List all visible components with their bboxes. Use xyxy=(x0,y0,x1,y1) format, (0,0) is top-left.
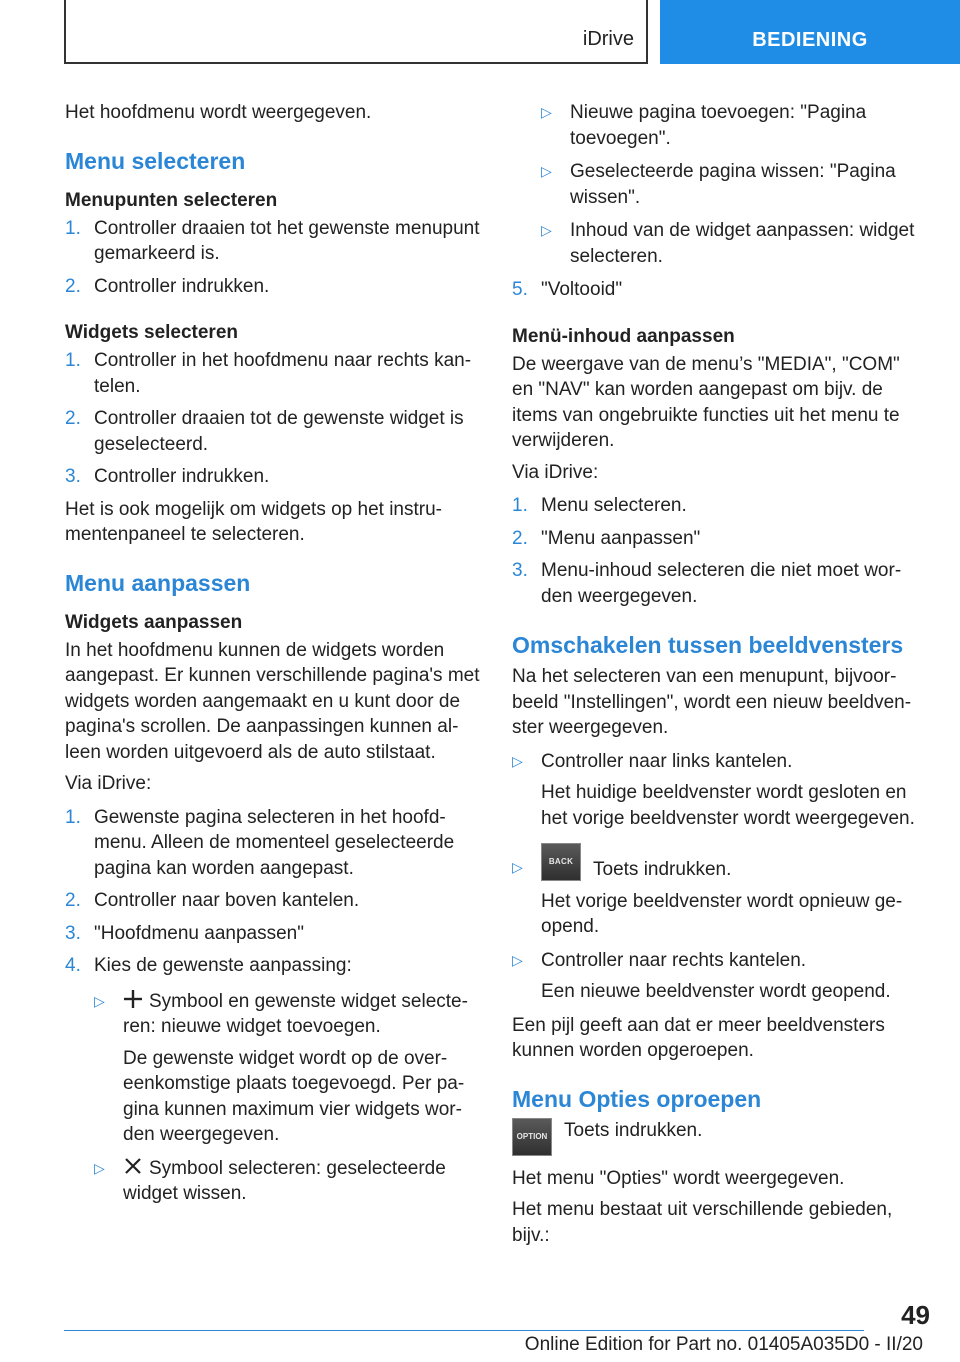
step-text: Menu selecteren. xyxy=(541,495,687,516)
step-number: 4. xyxy=(65,955,81,976)
step-number: 2. xyxy=(65,275,81,297)
step-number: 1. xyxy=(512,495,528,516)
step-text: Controller naar boven kantelen. xyxy=(94,890,360,911)
list-item xyxy=(94,1156,480,1207)
list-item xyxy=(65,888,480,914)
heading-menu-select: Menu selecteren xyxy=(65,147,246,174)
list-item xyxy=(512,843,924,940)
step-number: 1. xyxy=(65,217,81,239)
switch-list xyxy=(512,749,924,1005)
step-text: "Voltooid" xyxy=(541,279,623,300)
list-item xyxy=(541,159,924,210)
list-item xyxy=(65,406,480,457)
list-item xyxy=(65,216,480,267)
triangle-bullet-icon: ▷ xyxy=(541,104,552,120)
step-text: Kies de gewenste aanpassing: xyxy=(94,955,352,976)
triangle-bullet-icon: ▷ xyxy=(512,859,523,875)
step-text: Menu-inhoud selecteren die niet moet worden weergegeven. xyxy=(541,560,902,607)
step-number: 1. xyxy=(65,806,81,828)
triangle-bullet-icon: ▷ xyxy=(512,951,523,968)
adjust-steps-list xyxy=(65,805,480,1207)
heading-options: Menu Opties oproepen xyxy=(512,1085,762,1112)
options-press-text: Toets indrukken. xyxy=(564,1119,703,1141)
option-text: Controller naar rechts kantelen. xyxy=(541,949,807,971)
step-text: Gewenste pagina selecteren in het hoofdmenu. Alleen de momenteel geselecteerde pagina kan worden aangepast. xyxy=(94,806,455,879)
heading-menu-content: Menü-inhoud aanpassen xyxy=(512,325,735,347)
arrow-note: Een pijl geeft aan dat er meer beeldvensters kunnen worden opgeroepen. xyxy=(512,1014,885,1061)
option-button-icon: OPTION xyxy=(512,1118,552,1156)
list-item xyxy=(65,274,480,300)
list-item xyxy=(65,464,480,490)
triangle-bullet-icon: ▷ xyxy=(94,992,105,1009)
via-idrive-label: Via iDrive: xyxy=(512,461,599,483)
step-number: 2. xyxy=(65,890,81,911)
list-item xyxy=(65,805,480,882)
list-item xyxy=(65,953,480,1207)
list-item xyxy=(94,989,480,1148)
list-item xyxy=(541,218,924,269)
step-text: Controller indrukken. xyxy=(94,466,270,487)
adjust-options-list xyxy=(94,989,480,1207)
step-number: 5. xyxy=(512,279,528,300)
heading-widgets-adjust: Widgets aanpassen xyxy=(65,611,243,633)
list-item xyxy=(65,348,480,399)
option-text: Toets indrukken. xyxy=(593,859,732,880)
step-text: Controller in het hoofdmenu naar rechts kantelen. xyxy=(94,350,472,397)
menupunten-list xyxy=(65,216,480,300)
step-number: 3. xyxy=(65,466,81,487)
option-text: Controller naar links kantelen. xyxy=(541,750,793,772)
option-subtext: Een nieuwe beeldvenster wordt geopend. xyxy=(541,981,891,1002)
widgets-adjust-text: In het hoofdmenu kunnen de widgets worden aangepast. Er kunnen verschillende pagina's met widgets worden aangemaakt en u kunt door de pagina's scrollen. De aanpassingen kunnen alleen worden uitgevoerd als de auto stilstaat. xyxy=(65,639,480,763)
option-subtext: De gewenste widget wordt op de overeenkomstige plaats toegevoegd. Per pagina kunnen maximum vier widgets worden weergegeven. xyxy=(123,1047,465,1145)
triangle-bullet-icon: ▷ xyxy=(541,222,552,238)
heading-widgets-select: Widgets selecteren xyxy=(65,322,239,343)
list-item xyxy=(512,277,924,303)
content-steps-list xyxy=(512,493,924,609)
left-column xyxy=(65,100,480,1215)
option-subtext: Het vorige beeldvenster wordt opnieuw geopend. xyxy=(541,890,903,937)
step-text: Controller draaien tot het gewenste menupunt gemarkeerd is. xyxy=(94,217,480,264)
option-text: Geselecteerde pagina wissen: "Pagina wissen". xyxy=(570,161,896,208)
list-item xyxy=(512,493,924,519)
footer-edition: Online Edition for Part no. 01405A035D0 - II/20 xyxy=(524,1334,923,1355)
options-shown-text: Het menu "Opties" wordt weergegeven. xyxy=(512,1167,845,1189)
step-number: 2. xyxy=(512,527,528,549)
step-number: 1. xyxy=(65,350,81,371)
back-button-icon: BACK xyxy=(541,843,581,881)
step-number: 3. xyxy=(512,560,528,581)
triangle-bullet-icon: ▷ xyxy=(94,1159,105,1176)
footer-divider xyxy=(64,1330,864,1331)
widgets-note: Het is ook mogelijk om widgets op het instrumentenpaneel te selecteren. xyxy=(65,498,442,545)
option-text: Nieuwe pagina toevoegen: "Pagina toevoegen". xyxy=(570,102,867,149)
options-areas-text: Het menu bestaat uit verschillende gebieden, bijv.: xyxy=(512,1199,893,1246)
plus-icon xyxy=(123,989,143,1009)
heading-switch-windows: Omschakelen tussen beeldvensters xyxy=(512,632,904,658)
list-item xyxy=(512,526,924,552)
option-subtext: Het huidige beeldvenster wordt gesloten en het vorige beeldvenster wordt weergegeven. xyxy=(541,782,915,829)
step-text: "Menu aanpassen" xyxy=(541,527,701,549)
header-chapter-tab: BEDIENING xyxy=(660,0,960,64)
step-text: "Hoofdmenu aanpassen" xyxy=(94,922,304,944)
triangle-bullet-icon: ▷ xyxy=(541,163,552,179)
widgets-select-list xyxy=(65,348,480,490)
menu-content-text: De weergave van de menu’s "MEDIA", "COM" en "NAV" kan worden aangepast om bijv. de items van ongebruikte functies uit het menu te verwijderen. xyxy=(512,353,900,451)
intro-text: Het hoofdmenu wordt weergegeven. xyxy=(65,102,372,123)
option-text: Inhoud van de widget aanpassen: widget selecteren. xyxy=(570,220,915,267)
list-item xyxy=(512,558,924,609)
options-press-row xyxy=(512,1118,924,1156)
list-item xyxy=(541,100,924,151)
option-text: Symbool selecteren: geselecteerde widget wissen. xyxy=(123,1157,446,1204)
list-item xyxy=(512,749,924,832)
header-section-box xyxy=(64,0,648,64)
page-number: 49 xyxy=(901,1300,930,1330)
triangle-bullet-icon: ▷ xyxy=(512,752,523,769)
close-icon xyxy=(123,1156,143,1176)
step-text: Controller draaien tot de gewenste widget is geselecteerd. xyxy=(94,408,464,455)
step-text: Controller indrukken. xyxy=(94,275,270,297)
list-item xyxy=(512,948,924,1005)
switch-text: Na het selecteren van een menupunt, bijvoorbeeld "Instellingen", wordt een nieuw beeldvenster weergegeven. xyxy=(512,666,912,738)
option-text: Symbool en gewenste widget selecteren: nieuwe widget toevoegen. xyxy=(123,990,468,1037)
heading-menupunten: Menupunten selecteren xyxy=(65,189,278,211)
step5-list xyxy=(512,277,924,303)
page-options-list xyxy=(512,100,924,269)
heading-menu-adjust: Menu aanpassen xyxy=(65,569,251,596)
header-section-title: iDrive xyxy=(582,28,634,50)
list-item xyxy=(65,921,480,947)
step-number: 3. xyxy=(65,922,81,944)
right-column xyxy=(512,100,924,1254)
step-number: 2. xyxy=(65,408,81,429)
via-idrive-label: Via iDrive: xyxy=(65,773,152,794)
